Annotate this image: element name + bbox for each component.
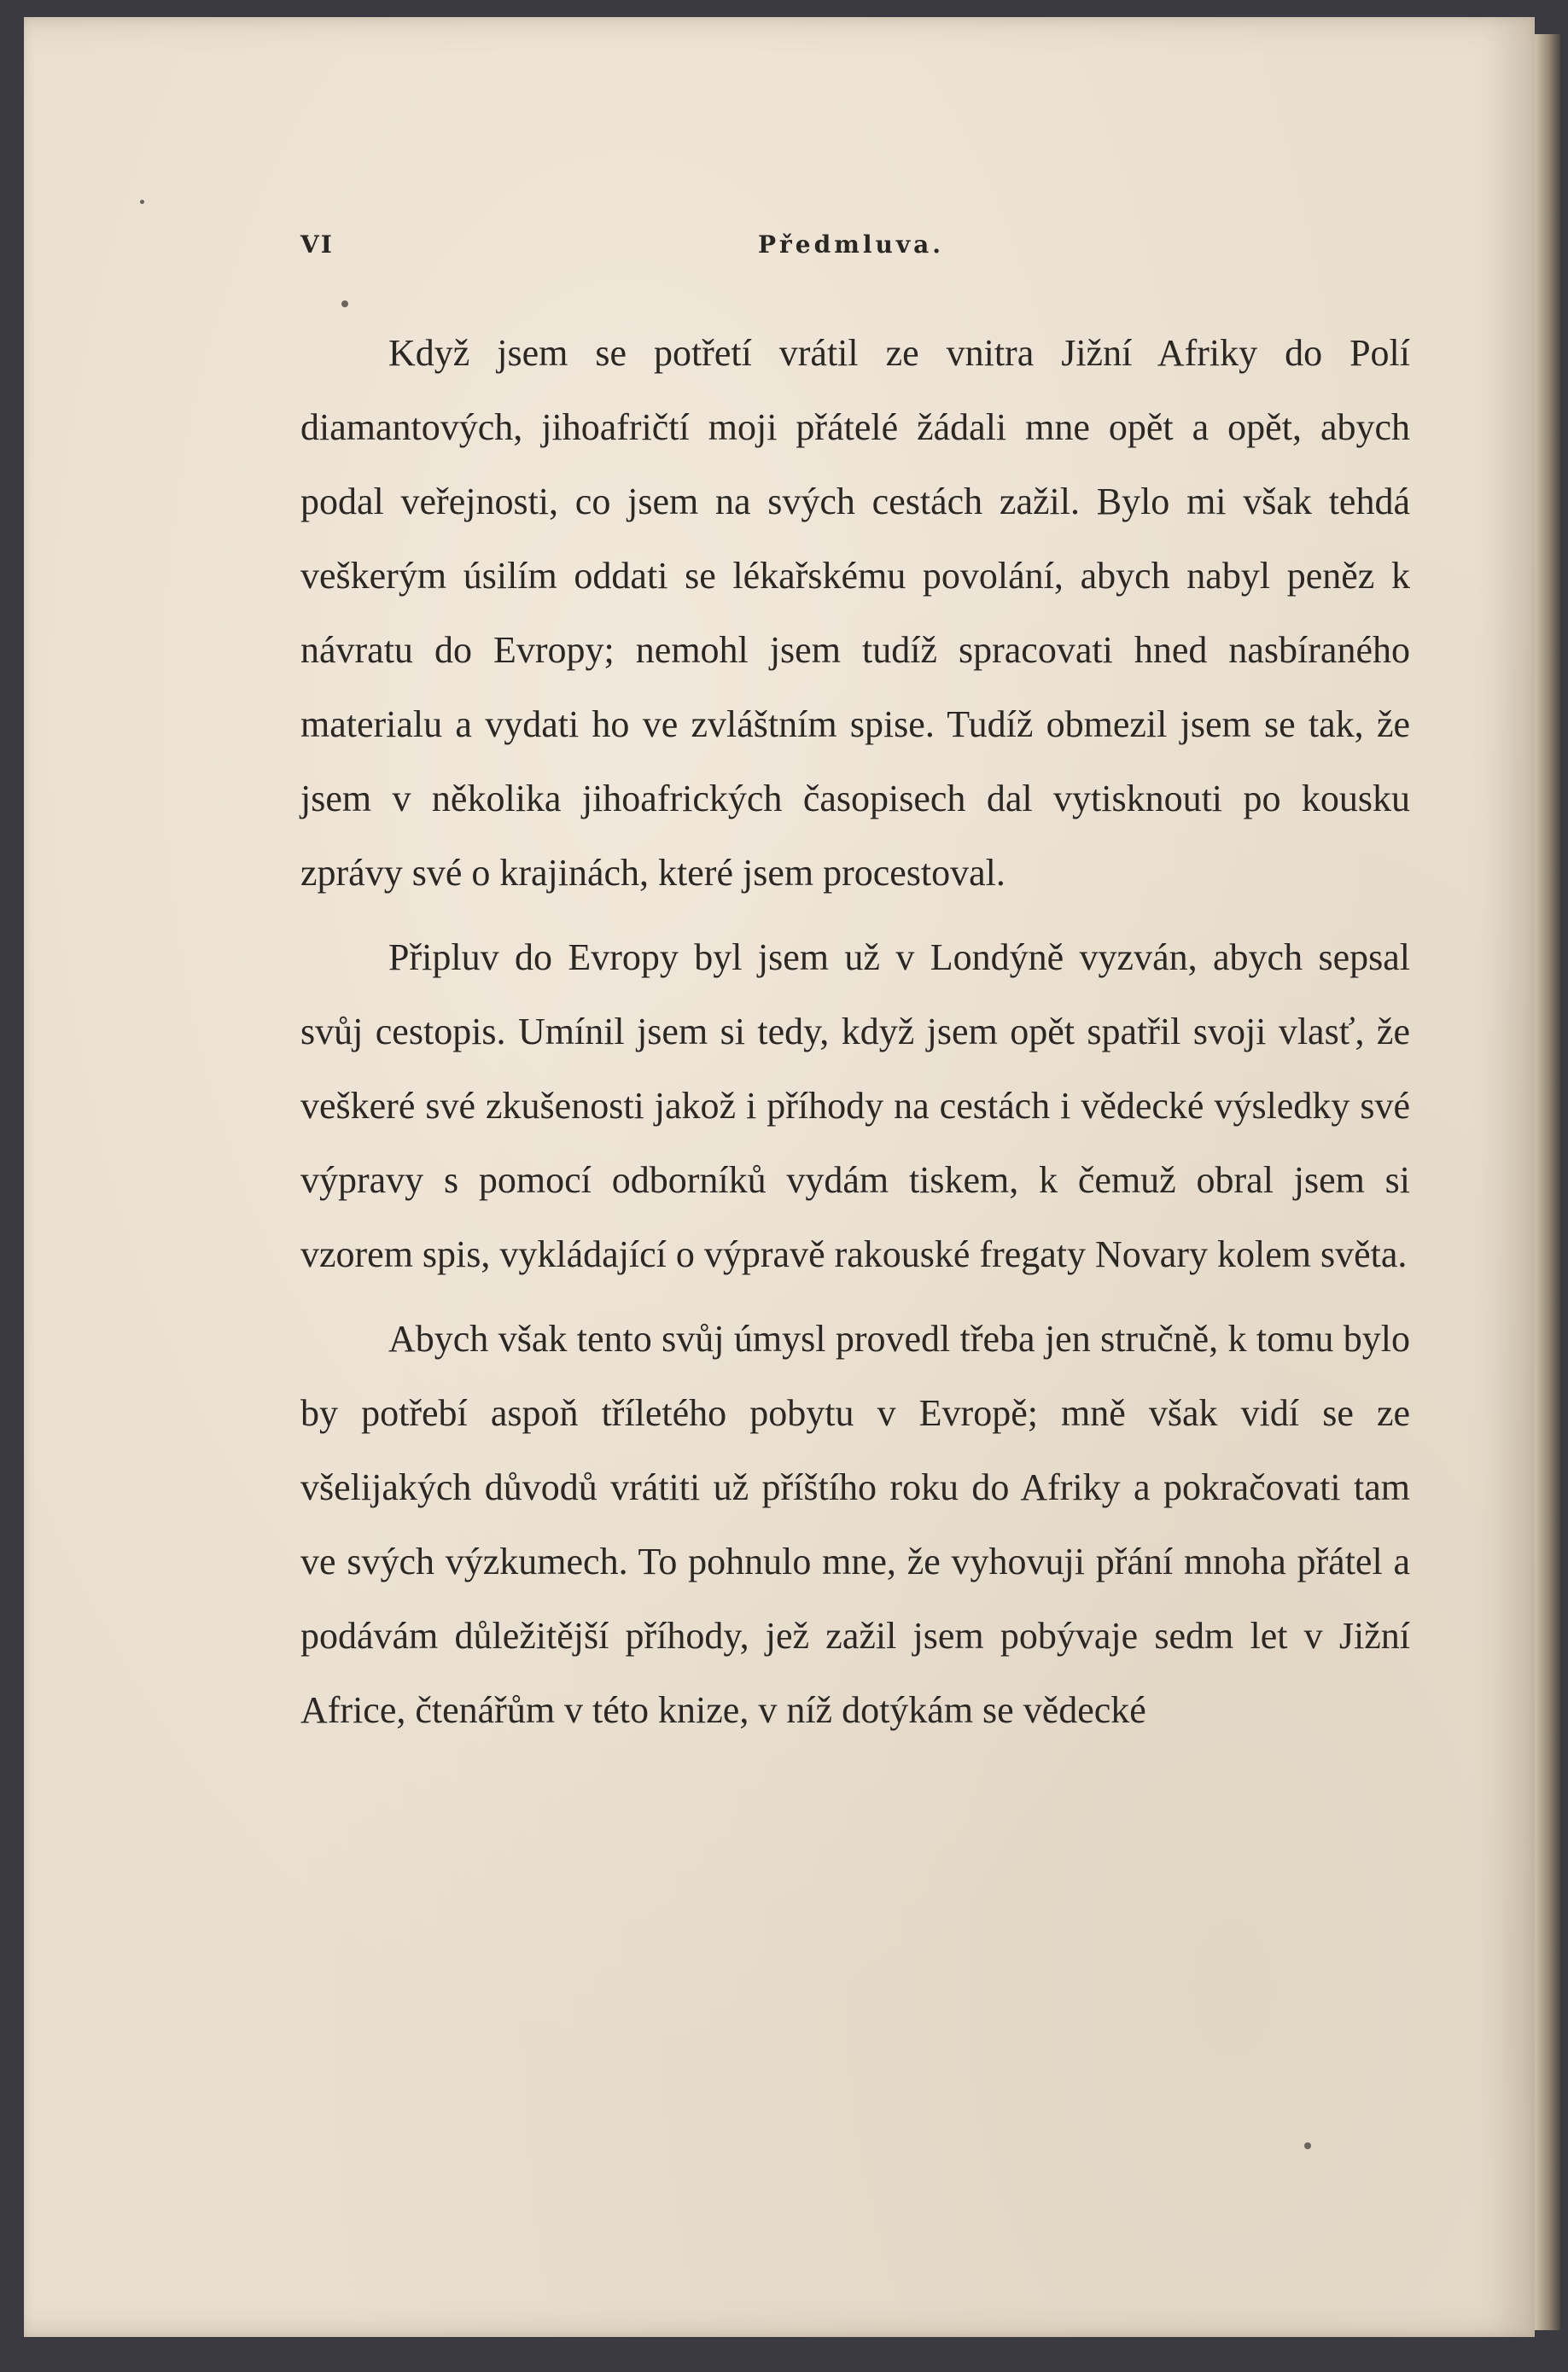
page-edge (1535, 34, 1560, 2330)
ink-speck (341, 300, 348, 307)
body-text (300, 316, 1410, 1757)
paragraph: Připluv do Evropy byl jsem už v Londýně vyzván, abych sepsal svůj cestopis. Umínil jsem si tedy, když jsem opět spatřil svoji vlasť, že veškeré své zkušenosti jakož i příhody na cestách i vědecké výsledky své výpravy s pomocí odborníků vydám tiskem, k čemuž obral jsem si vzorem spis, vykládající o výpravě rakouské fregaty Novary kolem světa. (300, 936, 1410, 1275)
ink-speck (1304, 2142, 1311, 2149)
page-header (300, 230, 1410, 265)
running-title: Předmluva. (758, 230, 944, 259)
ink-speck (140, 200, 144, 204)
page-number: VI (300, 230, 334, 259)
paragraph: Když jsem se potřetí vrátil ze vnitra Jižní Afriky do Polí diamantových, jihoafričtí moji přátelé žádali mne opět a opět, abych podal veřejnosti, co jsem na svých cestách zažil. Bylo mi však tehdá veškerým úsilím oddati se lékařskému povolání, abych nabyl peněz k návratu do Evropy; nemohl jsem tudíž spracovati hned nasbíraného materialu a vydati ho ve zvláštním spise. Tudíž obmezil jsem se tak, že jsem v několika jihoafrických časopisech dal vytisknouti po kousku zprávy své o krajinách, které jsem procestoval. (300, 332, 1410, 894)
paragraph: Abych však tento svůj úmysl provedl třeba jen stručně, k tomu bylo by potřebí aspoň tříletého pobytu v Evropě; mně však vidí se ze všelijakých důvodů vrátiti už příštího roku do Afriky a pokračovati tam ve svých výzkumech. To pohnulo mne, že vyhovuji přání mnoha přátel a podávám důležitější příhody, jež zažil jsem pobývaje sedm let v Jižní Africe, čtenářům v této knize, v níž dotýkám se vědecké (300, 1318, 1410, 1731)
